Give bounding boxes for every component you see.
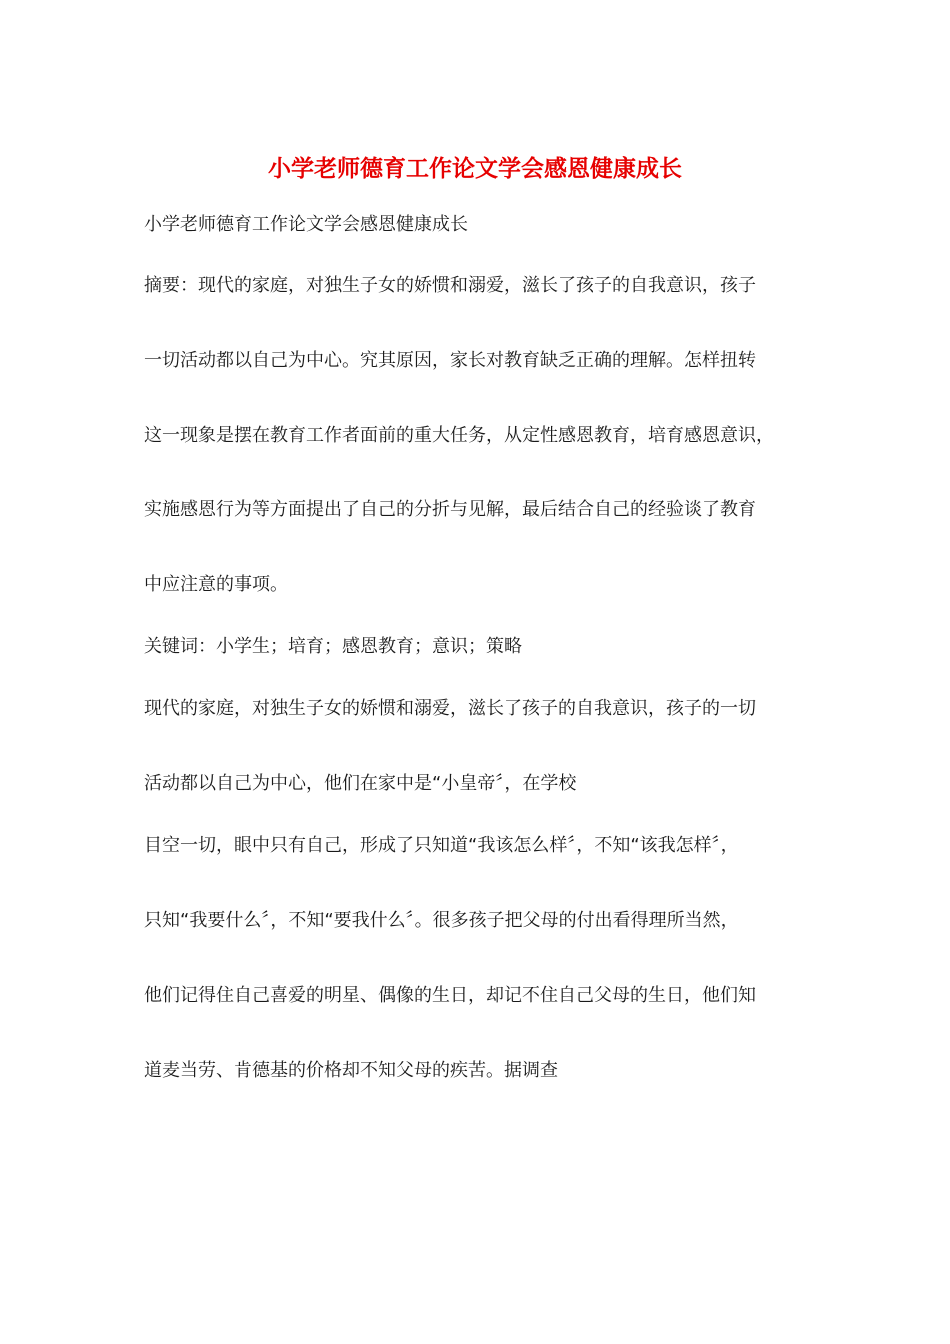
- abstract-line-5: 中应注意的事项。: [144, 574, 288, 595]
- keywords-line: 关键词：小学生；培育；感恩教育；意识；策略: [144, 636, 522, 657]
- abstract-line-1: 摘要：现代的家庭，对独生子女的娇惯和溺爱，滋长了孩子的自我意识，孩子: [144, 275, 756, 296]
- abstract-line-2: 一切活动都以自己为中心。究其原因，家长对教育缺乏正确的理解。怎样扭转: [144, 350, 756, 371]
- body-line-3: 目空一切，眼中只有自己，形成了只知道“我该怎么样〞，不知“该我怎样〞，: [144, 835, 739, 856]
- abstract-line-3: 这一现象是摆在教育工作者面前的重大任务，从定性感恩教育，培育感恩意识，: [144, 425, 774, 446]
- body-line-4: 只知“我要什么〞，不知“要我什么〞。很多孩子把父母的付出看得理所当然，: [144, 910, 739, 931]
- abstract-line-4: 实施感恩行为等方面提出了自己的分折与见解，最后结合自己的经验谈了教育: [144, 499, 756, 520]
- document-title: 小学老师德育工作论文学会感恩健康成长: [268, 155, 682, 182]
- body-line-6: 道麦当劳、肯德基的价格却不知父母的疾苦。据调查: [144, 1060, 558, 1081]
- subtitle-line: 小学老师德育工作论文学会感恩健康成长: [144, 214, 468, 235]
- body-line-1: 现代的家庭，对独生子女的娇惯和溺爱，滋长了孩子的自我意识，孩子的一切: [144, 698, 756, 719]
- body-line-5: 他们记得住自己喜爱的明星、偶像的生日，却记不住自己父母的生日，他们知: [144, 985, 756, 1006]
- body-line-2: 活动都以自己为中心，他们在家中是“小皇帝〞，在学校: [144, 773, 577, 794]
